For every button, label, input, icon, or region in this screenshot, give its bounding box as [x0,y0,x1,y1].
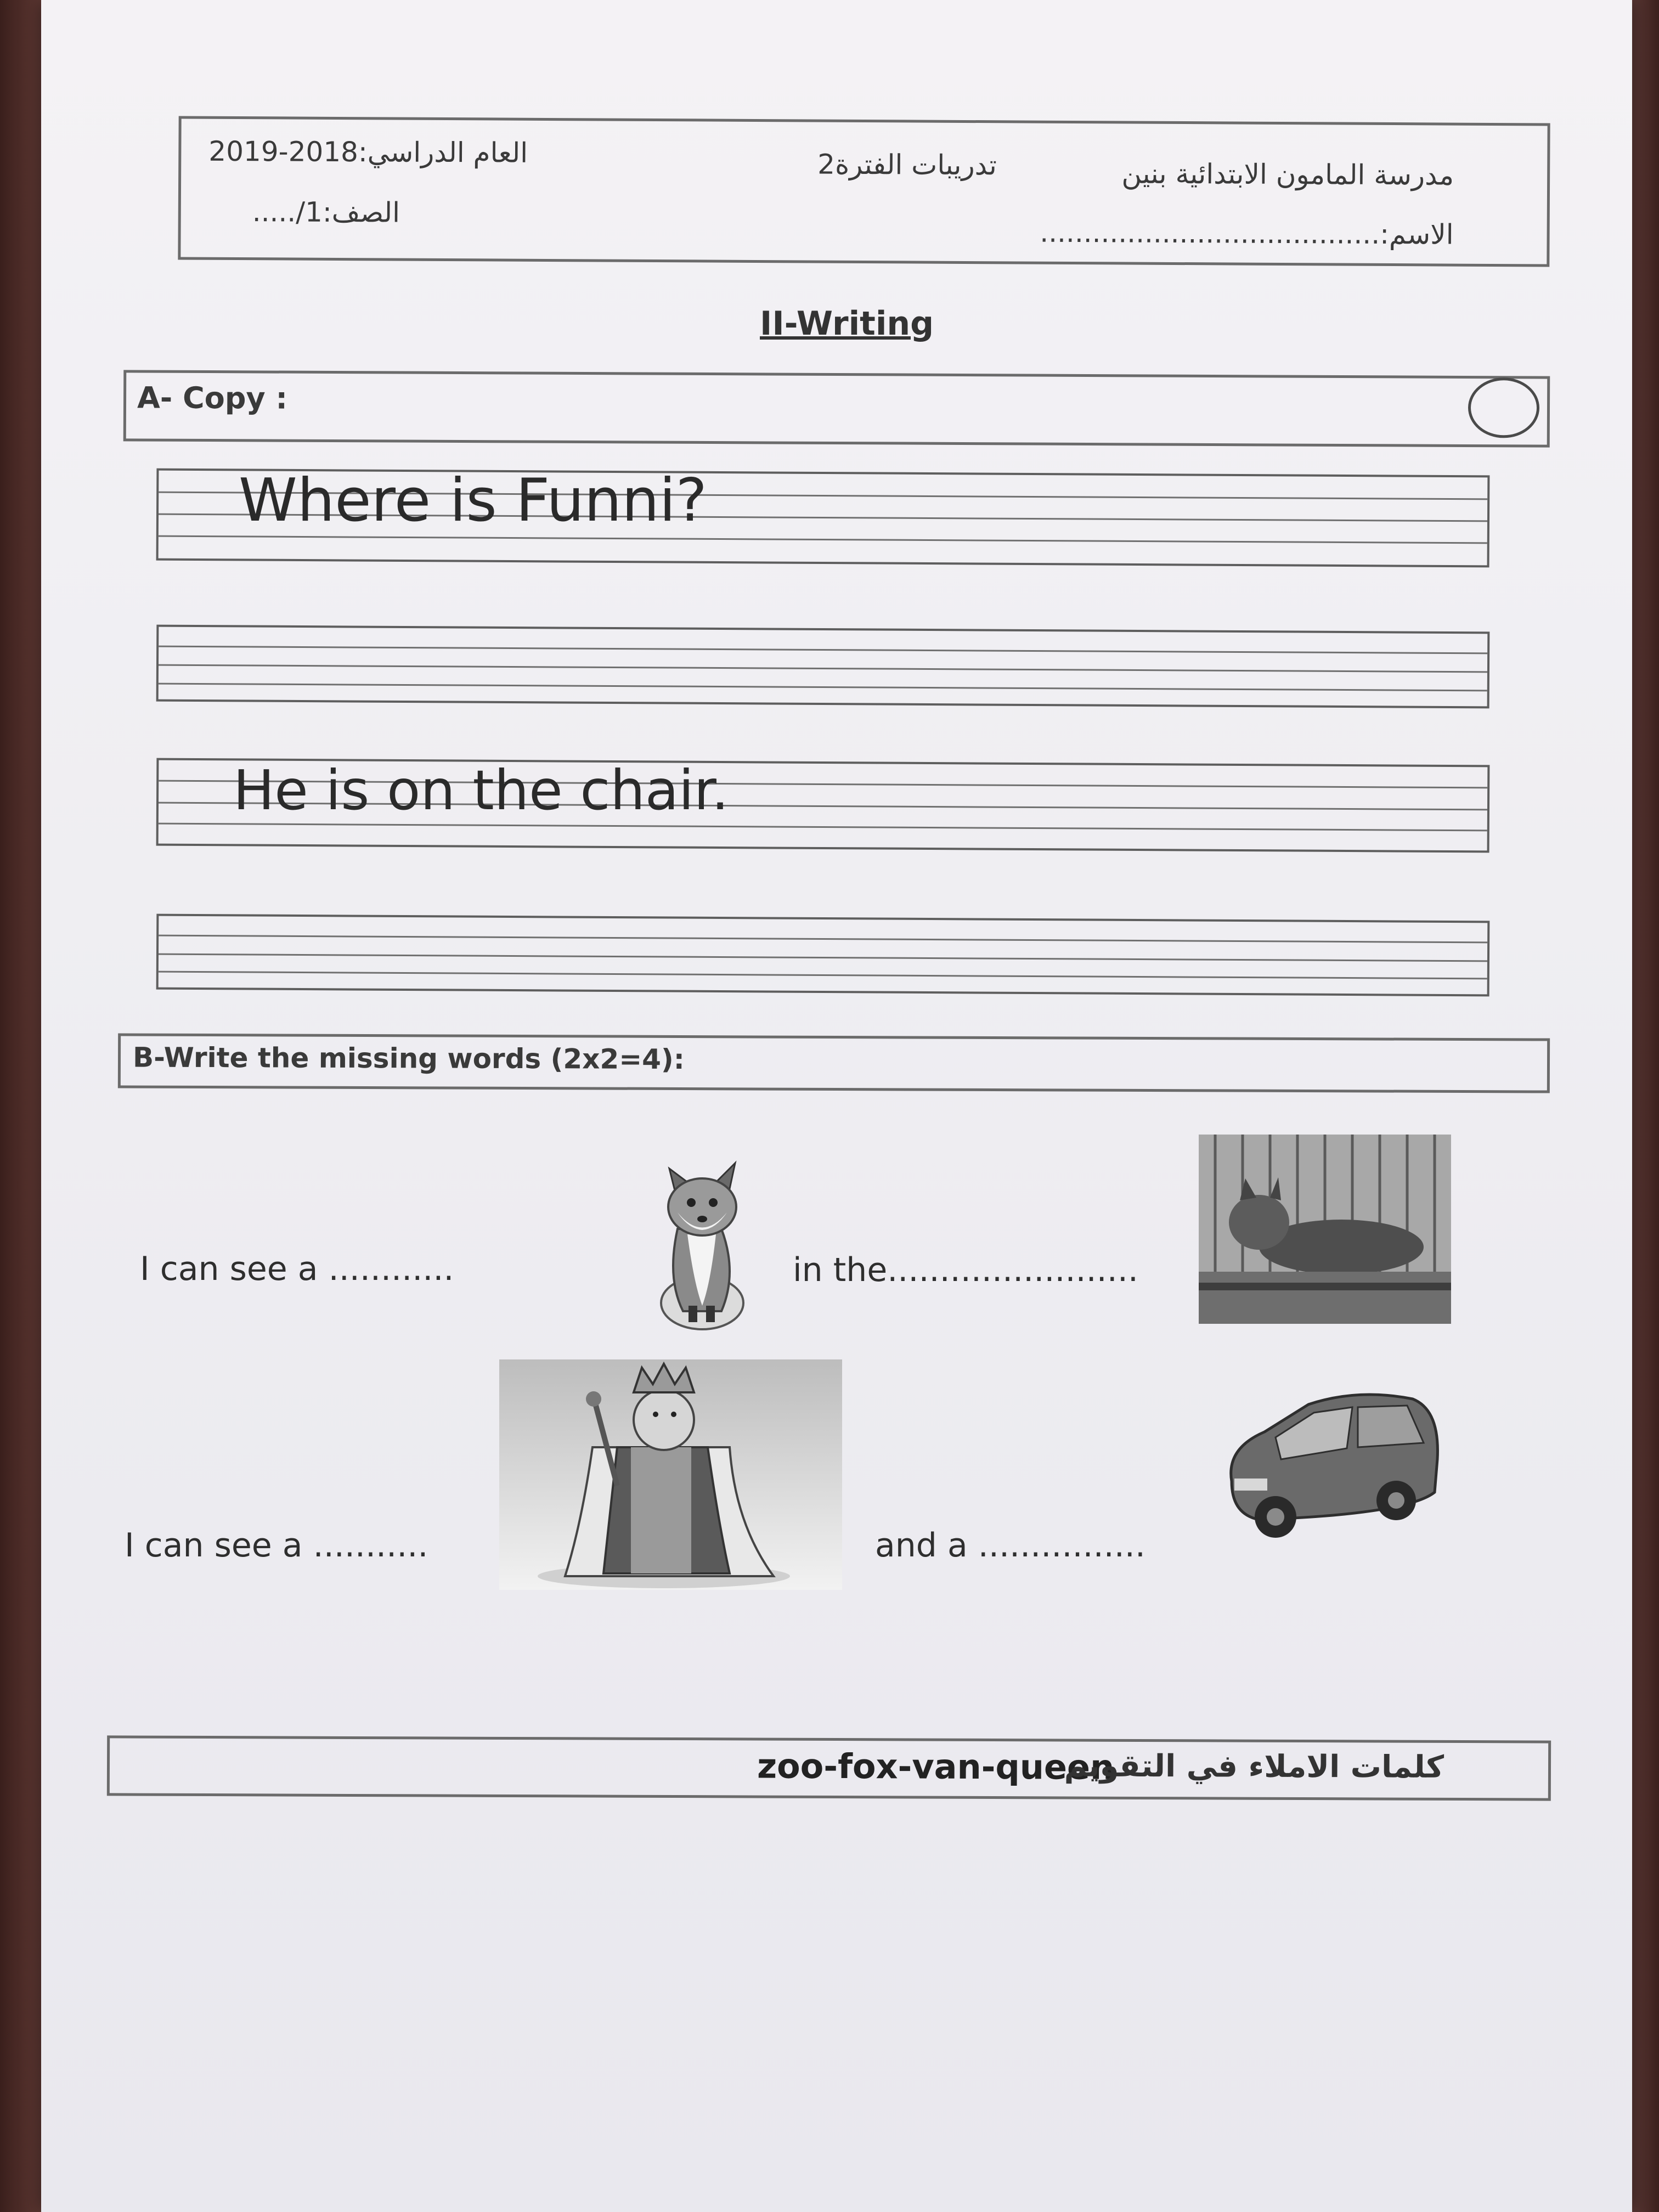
section-a-header [123,370,1550,447]
score-circle [1468,377,1539,438]
copy-sentence-2: He is on the chair. [233,758,729,822]
term-label: تدريبات الفترة2 [817,148,997,182]
class-field[interactable]: الصف:1/..... [252,196,400,229]
page-title: II-Writing [760,304,934,343]
header-box [178,116,1550,267]
school-name: مدرسة المامون الابتدائية بنين [1121,157,1454,191]
section-b-header [118,1033,1550,1093]
word-bank-box [107,1735,1551,1801]
van-photo [1215,1383,1446,1547]
word-bank-label: كلمات الاملاء في التقويم [1064,1748,1444,1785]
copy-sentence-1: Where is Funni? [239,466,707,535]
word-bank-words: zoo-fox-van-queen [757,1746,1115,1787]
queen-cartoon-icon [499,1359,842,1590]
copy-lines-4[interactable] [156,914,1490,997]
school-year: العام الدراسي:2018-2019 [208,135,528,169]
copy-lines-2[interactable] [156,625,1490,709]
fox-cartoon-icon [645,1147,760,1336]
sentence-1-left[interactable]: I can see a ............ [140,1250,454,1288]
student-name-field[interactable]: الاسم:....................................... [1040,216,1454,251]
section-a-label: A- Copy : [137,380,288,416]
sentence-2-left[interactable]: I can see a ........... [125,1526,428,1565]
section-b-label: B-Write the missing words (2x2=4): [132,1041,685,1076]
worksheet-page [41,0,1632,2212]
sentence-2-right[interactable]: and a ................ [875,1526,1146,1565]
sentence-1-right[interactable]: in the........................ [793,1251,1138,1289]
fox-in-cage-photo [1199,1135,1451,1324]
